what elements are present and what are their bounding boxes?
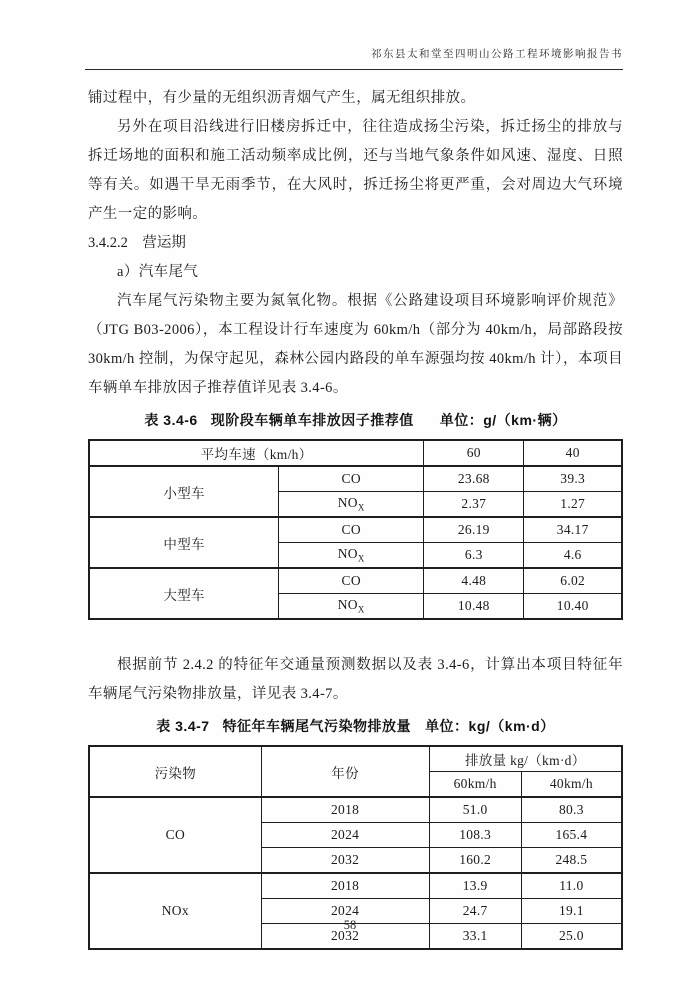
table-3-4-6-label: 表 3.4-6 — [144, 412, 198, 428]
header-cell-pollutant: 污染物 — [89, 746, 261, 797]
year-cell: 2024 — [261, 823, 429, 848]
table-3-4-7-label: 表 3.4-7 — [156, 718, 210, 734]
value-cell: 11.0 — [521, 873, 622, 899]
value-cell: 108.3 — [429, 823, 521, 848]
value-cell: 1.27 — [524, 492, 622, 518]
value-cell: 80.3 — [521, 797, 622, 823]
year-cell: 2024 — [261, 899, 429, 924]
subsection-heading-vehicle-exhaust: a）汽车尾气 — [117, 264, 199, 280]
table-row — [89, 873, 622, 899]
pollutant-cell: CO — [279, 466, 424, 492]
pollutant-cell: CO — [279, 517, 424, 543]
table-row — [89, 517, 622, 543]
value-cell: 39.3 — [524, 466, 622, 492]
table-row — [89, 568, 622, 594]
value-cell: 10.40 — [524, 594, 622, 620]
header-cell-avg-speed: 平均车速（km/h） — [89, 440, 424, 466]
table-row — [89, 797, 622, 823]
table-3-4-7-title: 特征年车辆尾气污染物排放量 — [222, 718, 412, 734]
pollutant-cell: CO — [279, 568, 424, 594]
section-heading-operation-period: 3.4.2.2 营运期 — [88, 235, 186, 251]
pollutant-cell: $NO_X$ — [279, 492, 424, 518]
value-cell: 33.1 — [429, 924, 521, 950]
table-row — [89, 466, 622, 492]
value-cell: 4.48 — [424, 568, 524, 594]
vehicle-type-cell: 大型车 — [89, 568, 279, 619]
paragraph-exhaust-factors: 汽车尾气污染物主要为氮氧化物。根据《公路建设项目环境影响评价规范》（JTG B03-2006），本工程设计行车速度为 60km/h（部分为 40km/h，局部路段按 30km/h 控制，为保守起见，森林公园内路段的单车源强均按 40km/h 计），本项目车辆单车排放因子推荐值详见表 3.4-6。 — [88, 293, 623, 396]
value-cell: 24.7 — [429, 899, 521, 924]
value-cell: 2.37 — [424, 492, 524, 518]
pollutant-cell: NOx — [89, 873, 261, 949]
table-3-4-6-caption — [88, 410, 623, 430]
table-3-4-6-emission-factors — [88, 439, 623, 620]
year-cell: 2018 — [261, 797, 429, 823]
header-cell-year: 年份 — [261, 746, 429, 797]
value-cell: 51.0 — [429, 797, 521, 823]
header-cell-emission: 排放量 kg/（km·d） — [429, 746, 622, 772]
page-number: 58 — [343, 918, 357, 932]
table-header-row — [89, 746, 622, 772]
value-cell: 34.17 — [524, 517, 622, 543]
report-header-title: 祁东县太和堂至四明山公路工程环境影响报告书 — [85, 0, 623, 70]
year-cell: 2032 — [261, 848, 429, 874]
value-cell: 23.68 — [424, 466, 524, 492]
pollutant-cell: $NO_X$ — [279, 594, 424, 620]
value-cell: 19.1 — [521, 899, 622, 924]
year-cell: 2018 — [261, 873, 429, 899]
header-cell-speed-40: 40 — [524, 440, 622, 466]
page-content — [88, 84, 623, 950]
table-3-4-7-caption — [88, 716, 623, 736]
paragraph-demolition-dust: 另外在项目沿线进行旧楼房拆迁中，往往造成扬尘污染，拆迁扬尘的排放与拆迁场地的面积和施工活动频率成比例，还与当地气象条件如风速、湿度、日照等有关。如遇干旱无雨季节，在大风时，拆迁扬尘将更严重，会对周边大气环境产生一定的影响。 — [88, 119, 623, 222]
value-cell: 6.3 — [424, 543, 524, 569]
vehicle-type-cell: 小型车 — [89, 466, 279, 517]
value-cell: 160.2 — [429, 848, 521, 874]
table-3-4-6-unit: 单位：g/（km·辆） — [439, 412, 567, 428]
table-header-row — [89, 440, 622, 466]
table-3-4-7-unit: 单位：kg/（km·d） — [425, 718, 555, 734]
vehicle-type-cell: 中型车 — [89, 517, 279, 568]
value-cell: 165.4 — [521, 823, 622, 848]
paragraph-emission-forecast: 根据前节 2.4.2 的特征年交通量预测数据以及表 3.4-6，计算出本项目特征年车辆尾气污染物排放量，详见表 3.4-7。 — [88, 657, 623, 702]
header-cell-speed-60: 60 — [424, 440, 524, 466]
value-cell: 6.02 — [524, 568, 622, 594]
value-cell: 4.6 — [524, 543, 622, 569]
value-cell: 248.5 — [521, 848, 622, 874]
value-cell: 25.0 — [521, 924, 622, 950]
pollutant-cell: CO — [89, 797, 261, 873]
paragraph-asphalt-fume: 铺过程中，有少量的无组织沥青烟气产生，属无组织排放。 — [88, 90, 476, 106]
value-cell: 10.48 — [424, 594, 524, 620]
header-cell-60kmh: 60km/h — [429, 772, 521, 798]
value-cell: 13.9 — [429, 873, 521, 899]
year-cell: 2032 — [261, 924, 429, 950]
pollutant-cell: $NO_X$ — [279, 543, 424, 569]
value-cell: 26.19 — [424, 517, 524, 543]
header-cell-40kmh: 40km/h — [521, 772, 622, 798]
table-3-4-6-title: 现阶段车辆单车排放因子推荐值 — [210, 412, 414, 428]
